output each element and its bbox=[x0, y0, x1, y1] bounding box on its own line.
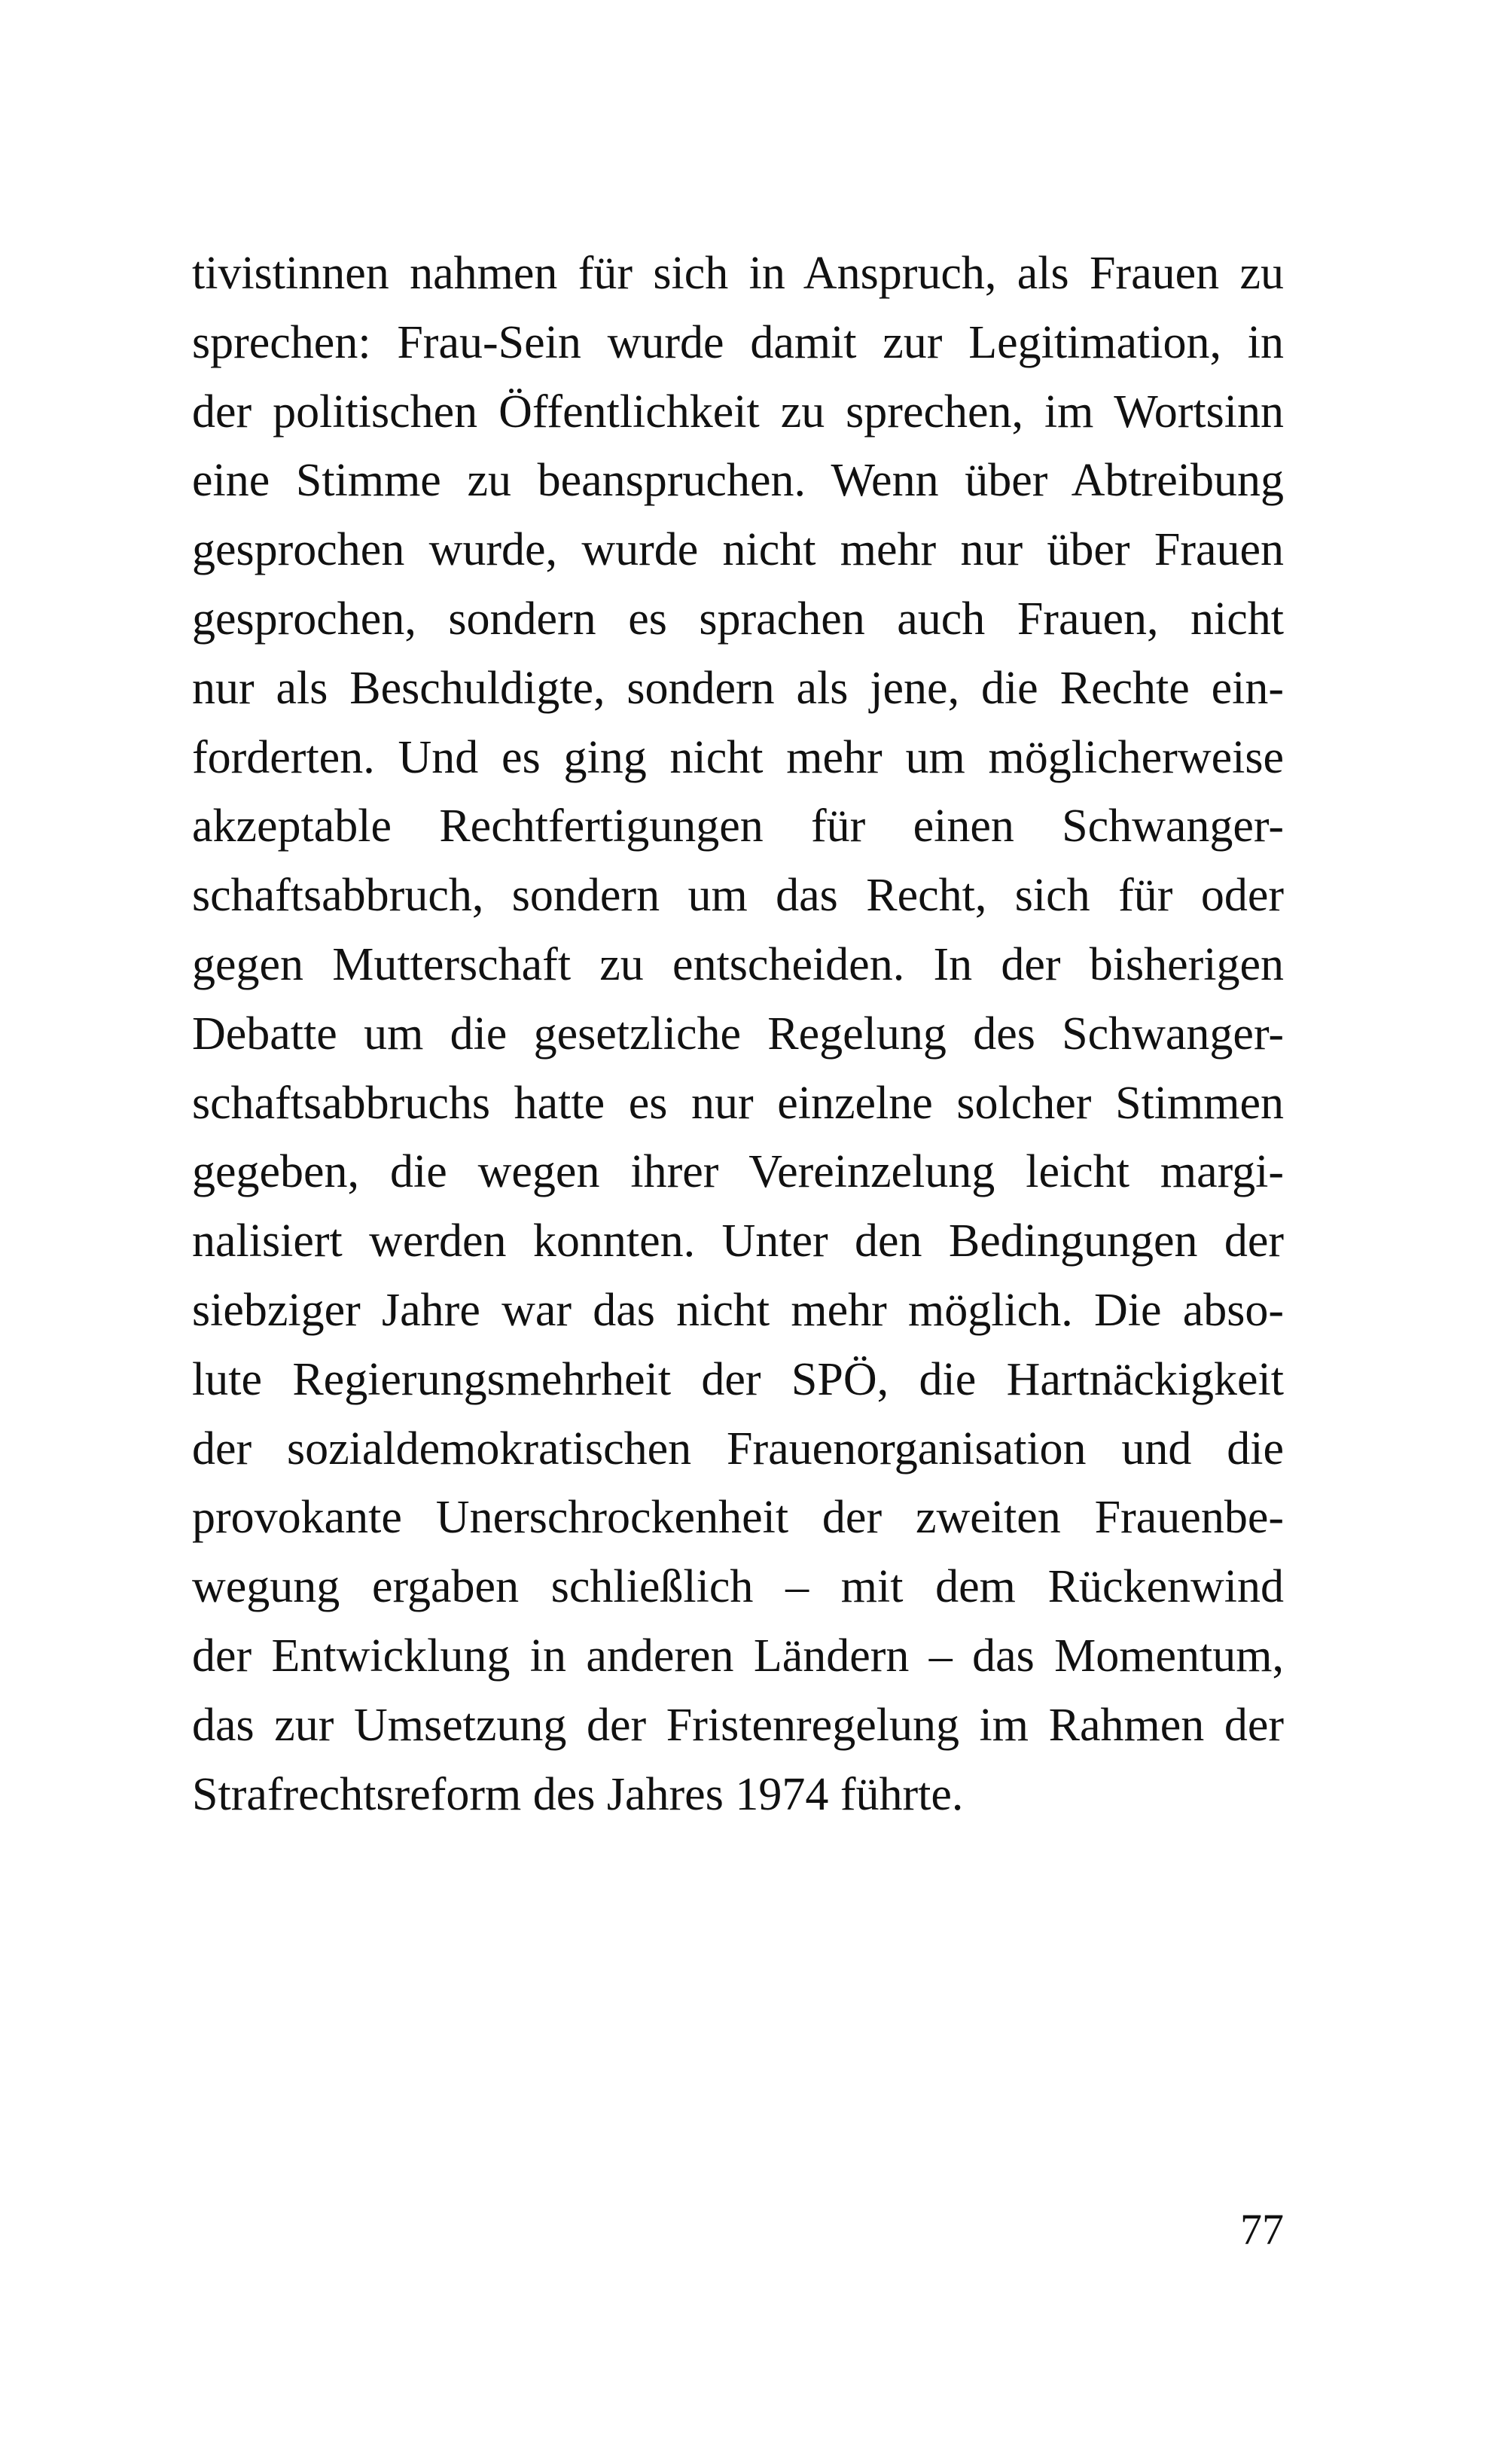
text-line: gesprochen, sondern es sprachen auch Frauen, nicht bbox=[192, 593, 1284, 645]
text-line: lute Regierungsmehrheit der SPÖ, die Hartnäckigkeit bbox=[192, 1353, 1284, 1405]
text-line: das zur Umsetzung der Fristenregelung im Rahmen der bbox=[192, 1699, 1284, 1751]
text-line: schaftsabbruch, sondern um das Recht, sich für oder bbox=[192, 870, 1284, 922]
text-line: wegung ergaben schließlich – mit dem Rückenwind bbox=[192, 1561, 1284, 1613]
text-line: der sozialdemokratischen Frauenorganisation und die bbox=[192, 1423, 1284, 1474]
text-line: gegeben, die wegen ihrer Vereinzelung leicht margi- bbox=[192, 1146, 1284, 1198]
text-line: schaftsabbruchs hatte es nur einzelne solcher Stimmen bbox=[192, 1077, 1284, 1129]
text-line: der Entwicklung in anderen Ländern – das Momentum, bbox=[192, 1630, 1284, 1682]
text-line: akzeptable Rechtfertigungen für einen Schwanger- bbox=[192, 800, 1284, 852]
text-line: eine Stimme zu beanspruchen. Wenn über Abtreibung bbox=[192, 455, 1284, 507]
text-line: gegen Mutterschaft zu entscheiden. In der bisherigen bbox=[192, 938, 1284, 990]
text-line: nur als Beschuldigte, sondern als jene, die Rechte ein- bbox=[192, 662, 1284, 714]
text-line: der politischen Öffentlichkeit zu sprechen, im Wortsinn bbox=[192, 386, 1284, 438]
body-text bbox=[192, 239, 1284, 1829]
text-line: tivistinnen nahmen für sich in Anspruch, als Frauen zu bbox=[192, 248, 1284, 299]
text-line: nalisiert werden konnten. Unter den Bedingungen der bbox=[192, 1215, 1284, 1267]
text-line: sprechen: Frau-Sein wurde damit zur Legitimation, in bbox=[192, 316, 1284, 368]
text-line: gesprochen wurde, wurde nicht mehr nur über Frauen bbox=[192, 524, 1284, 576]
text-line: provokante Unerschrockenheit der zweiten Frauenbe- bbox=[192, 1492, 1284, 1544]
page-number: 77 bbox=[1240, 2205, 1284, 2254]
text-line: Debatte um die gesetzliche Regelung des Schwanger- bbox=[192, 1008, 1284, 1060]
text-line: siebziger Jahre war das nicht mehr möglich. Die abso- bbox=[192, 1284, 1284, 1336]
text-line: forderten. Und es ging nicht mehr um möglicherweise bbox=[192, 731, 1284, 783]
text-line: Strafrechtsreform des Jahres 1974 führte. bbox=[192, 1768, 964, 1820]
